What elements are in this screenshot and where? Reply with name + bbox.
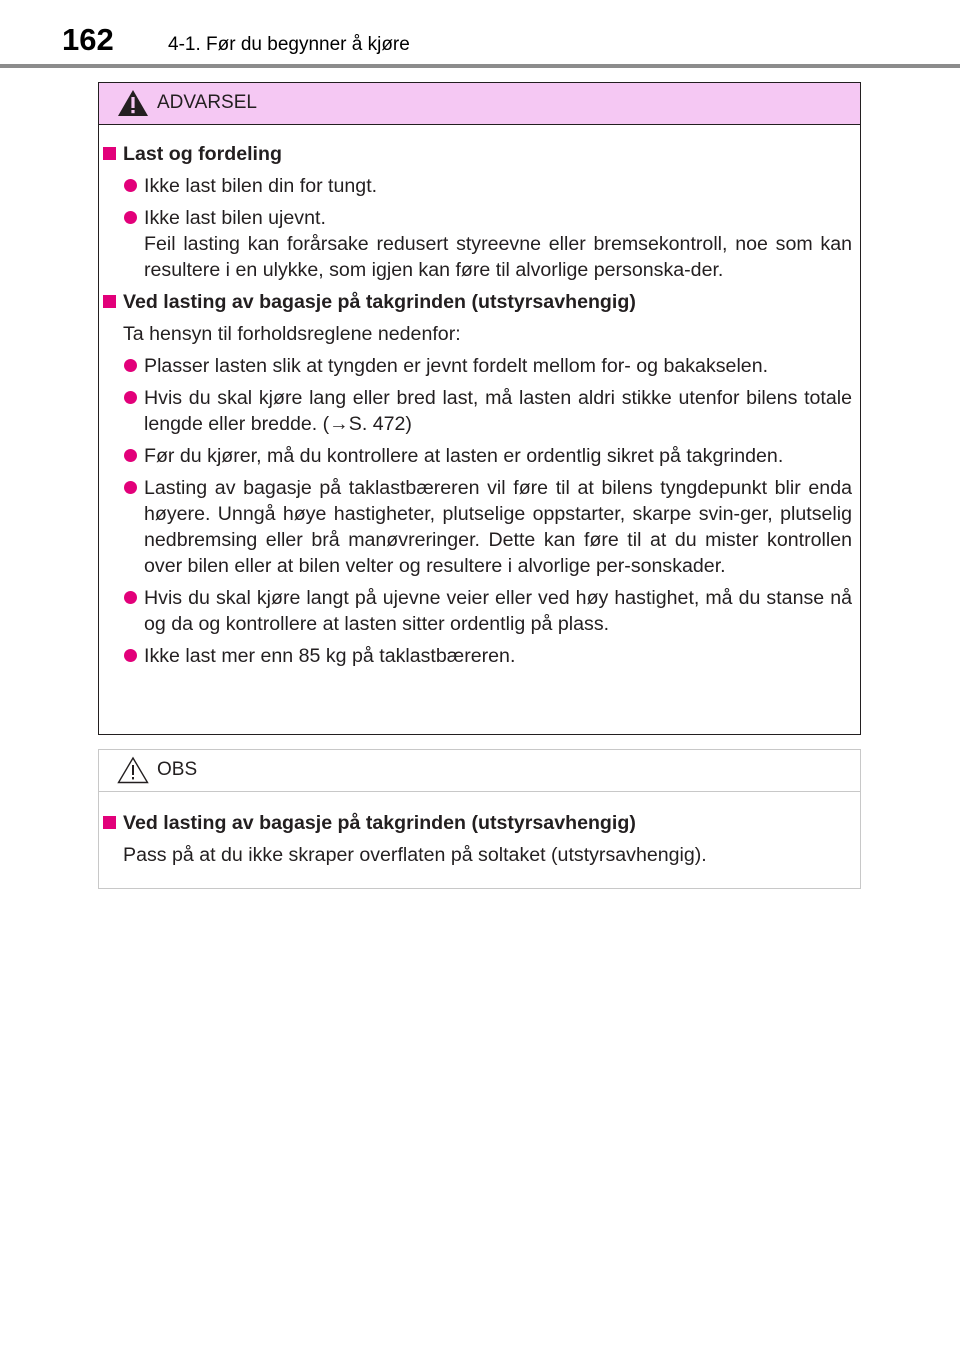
section-title-load-distribution bbox=[99, 141, 852, 167]
round-bullet-icon bbox=[124, 359, 137, 372]
warning-box bbox=[98, 82, 861, 735]
notice-header bbox=[99, 750, 860, 792]
list-item bbox=[99, 443, 852, 469]
section-title-text: Ved lasting av bagasje på takgrinden (utstyrsavhengig) bbox=[123, 291, 636, 313]
list-item bbox=[99, 475, 852, 579]
header-rule bbox=[0, 64, 960, 68]
round-bullet-icon bbox=[124, 391, 137, 404]
round-bullet-icon bbox=[124, 179, 137, 192]
warning-label: ADVARSEL bbox=[157, 92, 257, 113]
list-item bbox=[99, 385, 852, 437]
notice-body bbox=[99, 792, 860, 868]
section-intro: Ta hensyn til forholdsreglene nedenfor: bbox=[123, 323, 461, 345]
chapter-title: 4-1. Før du begynner å kjøre bbox=[168, 34, 410, 55]
notice-box bbox=[98, 749, 861, 889]
warning-body bbox=[99, 125, 860, 669]
list-item-text: Hvis du skal kjøre lang eller bred last, må lasten aldri stikke utenfor bilens totale lengde eller bredde. (→S. 472) bbox=[144, 387, 852, 435]
section-title-text: Last og fordeling bbox=[123, 143, 282, 165]
square-bullet-icon bbox=[103, 147, 116, 160]
notice-label: OBS bbox=[157, 759, 198, 780]
round-bullet-icon bbox=[124, 449, 137, 462]
list-item-text: Hvis du skal kjøre langt på ujevne veier eller ved høy hastighet, må du stanse nå og da og kontrollere at lasten sitter ordentlig på plass. bbox=[144, 587, 852, 635]
round-bullet-icon bbox=[124, 211, 137, 224]
list-item-text: Plasser lasten slik at tyngden er jevnt fordelt mellom for- og bakakselen. bbox=[144, 355, 769, 377]
square-bullet-icon bbox=[103, 816, 116, 829]
square-bullet-icon bbox=[103, 295, 116, 308]
list-item-text: Lasting av bagasje på taklastbæreren vil føre til at bilens tyngdepunkt blir enda høyere. Unngå høye hastigheter, plutselige oppstarter, skarpe svin-ger, plutselig nedbremsing eller brå manøvreringer. Dette kan føre til at du mister kontrollen over bilen eller at bilen velter og resultere i alvorlige per-sonskader. bbox=[144, 477, 852, 577]
warning-header bbox=[99, 83, 860, 125]
warning-triangle-icon bbox=[117, 89, 149, 117]
notice-text: Pass på at du ikke skraper overflaten på soltaket (utstyrsavhengig). bbox=[123, 844, 707, 866]
list-item bbox=[99, 173, 852, 199]
round-bullet-icon bbox=[124, 591, 137, 604]
caution-triangle-outline-icon bbox=[117, 756, 149, 784]
round-bullet-icon bbox=[124, 481, 137, 494]
list-item bbox=[99, 643, 852, 669]
round-bullet-icon bbox=[124, 649, 137, 662]
section-title-roof-rack bbox=[99, 289, 852, 315]
list-item-text: Før du kjører, må du kontrollere at lasten er ordentlig sikret på takgrinden. bbox=[144, 445, 784, 467]
list-item-text: Ikke last bilen din for tungt. bbox=[144, 175, 378, 197]
section-title-text: Ved lasting av bagasje på takgrinden (utstyrsavhengig) bbox=[123, 812, 636, 834]
section-title-roof-rack-notice bbox=[99, 810, 852, 836]
list-item bbox=[99, 585, 852, 637]
page-number: 162 bbox=[62, 22, 114, 57]
list-item bbox=[99, 353, 852, 379]
list-item bbox=[99, 205, 852, 283]
list-item-text: Ikke last mer enn 85 kg på taklastbæreren. bbox=[144, 645, 516, 667]
list-item-text: Ikke last bilen ujevnt. Feil lasting kan forårsake redusert styreevne eller bremsekontroll, noe som kan resultere i en ulykke, som igjen kan føre til alvorlige personska-der. bbox=[144, 207, 852, 281]
